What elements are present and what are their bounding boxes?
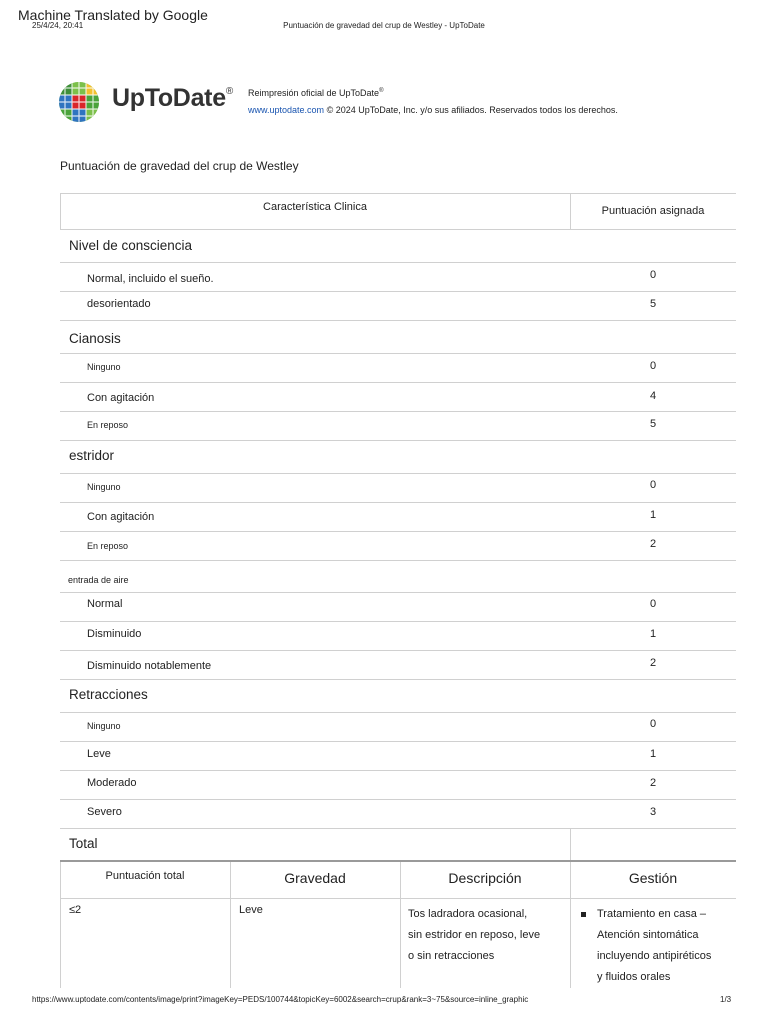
table-rule — [60, 291, 736, 292]
header-clinical-feature: Característica Clinica — [263, 201, 367, 213]
table-row-label: Normal, incluido el sueño. — [87, 273, 214, 285]
table-row-label: Con agitación — [87, 392, 155, 404]
table-rule — [60, 898, 736, 899]
table-row-score: 0 — [649, 598, 657, 610]
table-row-label: Con agitación — [87, 511, 155, 523]
table-row-label: Ninguno — [87, 721, 121, 731]
table-rule — [60, 440, 736, 441]
table-row-score: 0 — [649, 360, 657, 372]
table-rule — [60, 621, 736, 622]
category-air-entry: entrada de aire — [68, 575, 129, 585]
table-row-score: 0 — [649, 479, 657, 491]
table-row-score: 0 — [649, 718, 657, 730]
table-rule — [60, 411, 736, 412]
table-rule — [60, 353, 736, 354]
site-link[interactable]: www.uptodate.com — [248, 105, 325, 115]
table-rule — [60, 712, 736, 713]
table-rule — [570, 828, 571, 861]
print-page-title: Puntuación de gravedad del crup de Westley - UpToDate — [283, 21, 485, 30]
document-title: Puntuación de gravedad del crup de Westley — [60, 159, 299, 173]
table-row-score: 1 — [649, 748, 657, 760]
reprint-notice: Reimpresión oficial de UpToDate® — [248, 88, 384, 98]
total-label: Total — [69, 836, 98, 851]
copyright-line: www.uptodate.com © 2024 UpToDate, Inc. y/o sus afiliados. Reservados todos los derechos. — [248, 105, 618, 115]
table-rule — [60, 382, 736, 383]
category-stridor: estridor — [69, 448, 115, 463]
header-management: Gestión — [628, 870, 678, 886]
table-rule — [60, 860, 736, 862]
table-row-label: Ninguno — [87, 362, 121, 372]
table-row-label: Normal — [87, 598, 123, 610]
table-rule — [60, 531, 736, 532]
table-row-label: desorientado — [87, 298, 151, 310]
table-row-label: Disminuido — [87, 628, 142, 640]
table-row-score: 2 — [649, 657, 657, 669]
table-rule — [60, 741, 736, 742]
table-row-score: 4 — [649, 390, 657, 402]
table-rule — [60, 770, 736, 771]
table-row-label: En reposo — [87, 541, 129, 551]
table-rule — [60, 560, 736, 561]
severity-description: Tos ladradora ocasional, sin estridor en reposo, leve o sin retracciones — [408, 908, 541, 962]
severity-score: ≤2 — [69, 904, 82, 916]
table-row-score: 1 — [649, 628, 657, 640]
table-row-label: Ninguno — [87, 482, 121, 492]
table-row-score: 5 — [649, 298, 657, 310]
severity-management: Tratamiento en casa – Atención sintomática incluyendo antipiréticos y fluidos orales — [597, 908, 712, 983]
table-rule — [60, 229, 736, 230]
table-row-score: 3 — [649, 806, 657, 818]
table-row-label: Leve — [87, 748, 111, 760]
table-row-label: En reposo — [87, 420, 129, 430]
header-total-score: Puntuación total — [105, 870, 185, 882]
machine-translation-banner: Machine Translated by Google — [18, 7, 208, 23]
table-rule — [60, 193, 736, 194]
print-footer-url: https://www.uptodate.com/contents/image/print?imageKey=PEDS/100744&topicKey=6002&search=crup&rank=3~75&source=inline_graphic — [32, 995, 529, 1004]
table-row-score: 2 — [649, 777, 657, 789]
table-row-label: Severo — [87, 806, 122, 818]
severity-level: Leve — [239, 904, 263, 916]
table-row-score: 1 — [649, 509, 657, 521]
bullet-icon — [581, 912, 586, 917]
header-severity: Gravedad — [284, 870, 346, 886]
table-row-score: 2 — [649, 538, 657, 550]
table-rule — [60, 828, 736, 829]
uptodate-logo-icon — [58, 81, 100, 123]
page-number: 1/3 — [720, 995, 732, 1004]
table-rule — [60, 799, 736, 800]
table-row-score: 0 — [649, 269, 657, 281]
print-datetime: 25/4/24, 20:41 — [32, 21, 84, 30]
table-rule — [60, 679, 736, 680]
table-row-label: Disminuido notablemente — [87, 660, 212, 672]
table-rule — [60, 592, 736, 593]
header-assigned-score: Puntuación asignada — [601, 205, 705, 217]
category-retractions: Retracciones — [69, 687, 148, 702]
category-cyanosis: Cianosis — [69, 331, 121, 346]
table-row-label: Moderado — [87, 777, 137, 789]
brand-name: UpToDate® — [112, 84, 233, 112]
table-rule — [60, 650, 736, 651]
table-rule — [60, 502, 736, 503]
table-rule — [60, 262, 736, 263]
table-rule — [60, 473, 736, 474]
category-consciousness: Nivel de consciencia — [69, 238, 193, 253]
table-row-score: 5 — [649, 418, 657, 430]
table-rule — [60, 320, 736, 321]
header-description: Descripción — [448, 870, 522, 886]
